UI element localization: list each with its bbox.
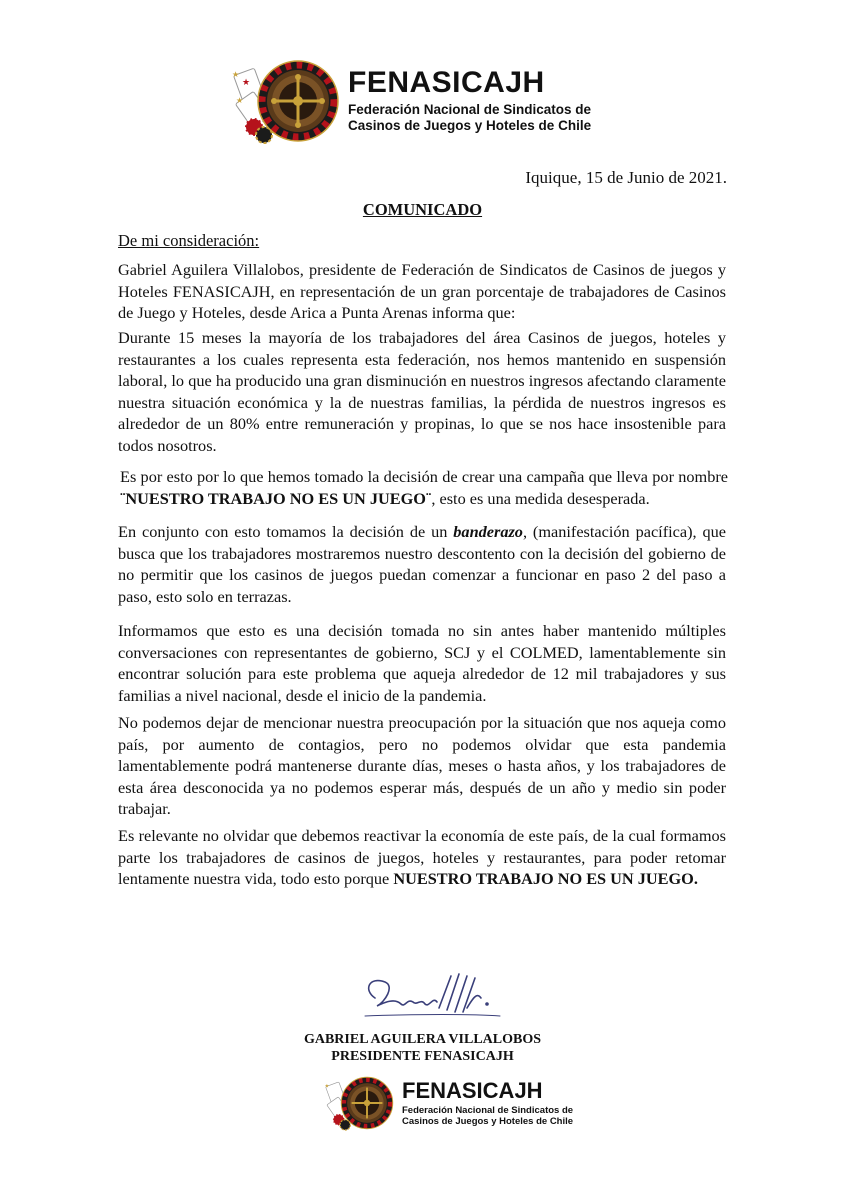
paragraph-3 xyxy=(118,466,728,509)
header-org xyxy=(348,68,591,134)
paragraph-4-tail: , (manifestación pacífica), que busca que los trabajadores mostraremos nuestro descontento con la decisión del gobierno de no permitir que los casinos de juegos puedan comenzar a funcionar en paso 2 del paso a paso, esto solo en terrazas. xyxy=(118,522,726,606)
svg-text:★: ★ xyxy=(242,78,251,88)
header-org-full-1: Federación Nacional de Sindicatos de xyxy=(348,102,592,117)
signatory-name: GABRIEL AGUILERA VILLALOBOS xyxy=(303,1032,542,1047)
salutation: De mi consideración: xyxy=(118,231,260,250)
footer-org-name: FENASICAJH xyxy=(402,1077,543,1103)
footer-org-full-1: Federación Nacional de Sindicatos de xyxy=(402,1104,574,1116)
paragraph-4-text: En conjunto con esto tomamos la decisión de un xyxy=(118,522,454,541)
letter-title: COMUNICADO xyxy=(362,200,483,219)
closing-slogan: NUESTRO TRABAJO NO ES UN JUEGO. xyxy=(393,869,698,888)
signatory-role: PRESIDENTE FENASICAJH xyxy=(331,1049,514,1064)
paragraph-7-text: Es relevante no olvidar que debemos reactivar la economía de este país, de la cual formamos parte los trabajadores de casinos de juegos, hoteles y restaurantes, para poder retomar lentamente nuestra vida, todo esto porque xyxy=(118,826,726,888)
campaign-name: ¨NUESTRO TRABAJO NO ES UN JUEGO¨ xyxy=(120,488,432,508)
paragraph-1: Gabriel Aguilera Villalobos, presidente de Federación de Sindicatos de Casinos de juegos y Hoteles FENASICAJH, en representación de un gran porcentaje de trabajadores de Casinos de Juego y Hoteles, desde Arica a Punta Arenas informa que: xyxy=(118,260,726,322)
banderazo-term: banderazo xyxy=(453,522,523,541)
svg-text:★: ★ xyxy=(236,96,244,105)
paragraph-3-tail: , esto es una medida desesperada. xyxy=(431,488,650,508)
paragraph-4 xyxy=(118,521,726,607)
svg-text:★: ★ xyxy=(232,70,240,79)
footer-org-full-2: Casinos de Juegos y Hoteles de Chile xyxy=(402,1115,574,1127)
roulette-logo-icon xyxy=(228,55,340,147)
header-org-full-2: Casinos de Juegos y Hoteles de Chile xyxy=(348,118,592,133)
svg-text:★: ★ xyxy=(324,1083,330,1090)
paragraph-5: Informamos que esto es una decisión tomada no sin antes haber mantenido múltiples conversaciones con representantes de gobierno, SCJ y el COLMED, lamentablemente sin encontrar solución para este problema que aqueja alrededor de 12 mil trabajadores y sus familias a nivel nacional, desde el inicio de la pandemia. xyxy=(118,621,726,705)
roulette-logo-icon xyxy=(322,1072,394,1134)
header-org-name: FENASICAJH xyxy=(348,66,545,99)
handwritten-signature xyxy=(355,968,505,1030)
header-logo xyxy=(228,55,591,147)
footer-logo xyxy=(322,1072,573,1134)
paragraph-2: Durante 15 meses la mayoría de los trabajadores del área Casinos de juegos, hoteles y restaurantes a los cuales representa esta federación, nos hemos mantenido en suspensión laboral, lo que ha producido una gran disminución en nuestros ingresos afectando claramente nuestra situación económica y la de nuestras familias, la pérdida de nuestros ingresos es alrededor de un 80% entre remuneración y propinas, lo que se nos hace insostenible para todos nosotros. xyxy=(118,328,726,455)
signatory xyxy=(0,1031,845,1065)
paragraph-6: No podemos dejar de mencionar nuestra preocupación por la situación que nos aqueja como país, por aumento de contagios, pero no podemos olvidar que esta pandemia lamentablemente podrá mantenerse durante días, meses o hasta años, y los trabajadores de esta área desconocida ya no podemos esperar más, después de un año y medio sin poder trabajar. xyxy=(118,713,726,818)
footer-org xyxy=(402,1077,574,1127)
paragraph-7 xyxy=(118,825,726,890)
letter-date: Iquique, 15 de Junio de 2021. xyxy=(525,168,727,187)
paragraph-3-text: Es por esto por lo que hemos tomado la decisión de crear una campaña que lleva por nombre xyxy=(120,467,728,486)
